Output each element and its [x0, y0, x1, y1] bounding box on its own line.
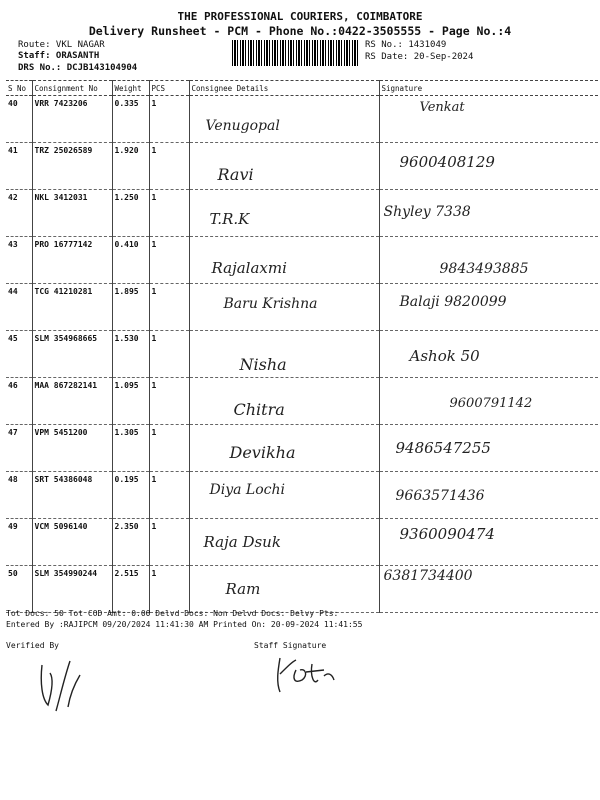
row-consignment: TCG 41210281 — [32, 284, 112, 331]
row-signature — [379, 519, 598, 566]
consignee-handwriting: Chitra — [233, 400, 285, 419]
signature-handwriting: Balaji 9820099 — [399, 294, 507, 310]
row-signature — [379, 566, 598, 613]
col-weight: Weight — [112, 81, 149, 96]
row-consignee — [189, 284, 379, 331]
row-consignment: VPM 5451200 — [32, 425, 112, 472]
row-consignment: VCM 5096140 — [32, 519, 112, 566]
row-weight: 1.095 — [112, 378, 149, 425]
table-row — [6, 472, 598, 519]
verified-by-label: Verified By — [6, 641, 59, 650]
row-pcs: 1 — [149, 96, 189, 143]
row-weight: 1.920 — [112, 143, 149, 190]
table-row — [6, 190, 598, 237]
signature-handwriting: 6381734400 — [383, 568, 473, 584]
rs-number: RS No.: 1431049 — [365, 40, 447, 50]
row-pcs: 1 — [149, 143, 189, 190]
row-consignment: PRO 16777142 — [32, 237, 112, 284]
totals-line: Tot Docs: 50 Tot COD Amt: 0.00 Delvd Docs: Non Delvd Docs: Delvy Pts: — [6, 609, 339, 618]
signature-handwriting: Venkat — [419, 100, 465, 115]
row-signature — [379, 472, 598, 519]
table-row — [6, 519, 598, 566]
row-consignee — [189, 331, 379, 378]
table-header-row — [6, 81, 598, 96]
row-pcs: 1 — [149, 425, 189, 472]
staff-signature-label: Staff Signature — [254, 641, 327, 650]
row-sno: 46 — [6, 378, 32, 425]
row-signature — [379, 425, 598, 472]
row-consignee — [189, 96, 379, 143]
consignee-handwriting: Ram — [225, 580, 261, 598]
consignee-handwriting: Raja Dsuk — [203, 533, 281, 551]
staff-signature — [262, 650, 352, 700]
row-sno: 40 — [6, 96, 32, 143]
rs-date: RS Date: 20-Sep-2024 — [365, 52, 474, 62]
row-weight: 1.305 — [112, 425, 149, 472]
staff-label: Staff: ORASANTH — [18, 51, 100, 61]
row-signature — [379, 331, 598, 378]
signature-handwriting: Shyley 7338 — [383, 204, 471, 220]
row-signature — [379, 237, 598, 284]
row-pcs: 1 — [149, 519, 189, 566]
row-pcs: 1 — [149, 284, 189, 331]
row-consignee — [189, 143, 379, 190]
row-sno: 47 — [6, 425, 32, 472]
consignee-handwriting: Baru Krishna — [223, 296, 318, 312]
row-sno: 42 — [6, 190, 32, 237]
row-signature — [379, 143, 598, 190]
row-weight: 2.515 — [112, 566, 149, 613]
col-pcs: PCS — [149, 81, 189, 96]
signature-handwriting: 9663571436 — [395, 488, 485, 504]
row-consignee — [189, 472, 379, 519]
consignee-handwriting: Rajalaxmi — [211, 259, 287, 277]
table-row — [6, 143, 598, 190]
table-row — [6, 378, 598, 425]
row-pcs: 1 — [149, 237, 189, 284]
row-signature — [379, 378, 598, 425]
row-consignment: TRZ 25026589 — [32, 143, 112, 190]
table-row — [6, 96, 598, 143]
signature-handwriting: 9843493885 — [439, 261, 529, 277]
row-sno: 49 — [6, 519, 32, 566]
route-label: Route: VKL NAGAR — [18, 40, 105, 50]
col-consignee: Consignee Details — [189, 81, 379, 96]
row-pcs: 1 — [149, 472, 189, 519]
consignee-handwriting: Venugopal — [205, 118, 280, 134]
row-signature — [379, 284, 598, 331]
col-signature: Signature — [379, 81, 598, 96]
row-sno: 44 — [6, 284, 32, 331]
row-weight: 1.530 — [112, 331, 149, 378]
row-consignment: MAA 867282141 — [32, 378, 112, 425]
row-consignee — [189, 566, 379, 613]
signature-handwriting: 9360090474 — [399, 525, 495, 543]
consignee-handwriting: Ravi — [217, 165, 254, 184]
row-weight: 1.895 — [112, 284, 149, 331]
row-signature — [379, 190, 598, 237]
row-pcs: 1 — [149, 566, 189, 613]
row-pcs: 1 — [149, 378, 189, 425]
row-weight: 2.350 — [112, 519, 149, 566]
table-row — [6, 284, 598, 331]
consignee-handwriting: Diya Lochi — [209, 482, 285, 498]
runsheet-subtitle: Delivery Runsheet - PCM - Phone No.:0422-3505555 - Page No.:4 — [88, 24, 512, 38]
row-weight: 0.410 — [112, 237, 149, 284]
signature-handwriting: Ashok 50 — [409, 347, 480, 365]
row-sno: 43 — [6, 237, 32, 284]
row-signature — [379, 96, 598, 143]
verifier-signature — [30, 655, 110, 715]
col-sno: S No — [6, 81, 32, 96]
row-pcs: 1 — [149, 331, 189, 378]
signature-handwriting: 9600791142 — [449, 396, 533, 411]
row-sno: 41 — [6, 143, 32, 190]
col-consignment: Consignment No — [32, 81, 112, 96]
signature-handwriting: 9486547255 — [395, 439, 491, 457]
row-consignee — [189, 237, 379, 284]
table-row — [6, 566, 598, 613]
entered-by-line: Entered By :RAJIPCM 09/20/2024 11:41:30 AM Printed On: 20-09-2024 11:41:55 — [6, 620, 363, 629]
table-row — [6, 331, 598, 378]
row-weight: 0.335 — [112, 96, 149, 143]
row-sno: 50 — [6, 566, 32, 613]
row-consignment: VRR 7423206 — [32, 96, 112, 143]
consignee-handwriting: T.R.K — [209, 210, 250, 228]
row-consignment: SRT 54386048 — [32, 472, 112, 519]
consignee-handwriting: Devikha — [229, 443, 296, 462]
row-consignment: SLM 354990244 — [32, 566, 112, 613]
row-pcs: 1 — [149, 190, 189, 237]
row-consignee — [189, 425, 379, 472]
row-weight: 0.195 — [112, 472, 149, 519]
row-sno: 48 — [6, 472, 32, 519]
drs-number: DRS No.: DCJB143104904 — [18, 63, 138, 73]
signature-handwriting: 9600408129 — [399, 153, 495, 171]
consignee-handwriting: Nisha — [239, 355, 287, 374]
row-consignment: SLM 354968665 — [32, 331, 112, 378]
barcode — [232, 40, 360, 66]
table-row — [6, 237, 598, 284]
row-consignee — [189, 378, 379, 425]
row-consignee — [189, 190, 379, 237]
company-title: THE PROFESSIONAL COURIERS, COIMBATORE — [177, 10, 423, 23]
row-sno: 45 — [6, 331, 32, 378]
row-consignee — [189, 519, 379, 566]
runsheet-table — [6, 80, 598, 613]
row-weight: 1.250 — [112, 190, 149, 237]
row-consignment: NKL 3412031 — [32, 190, 112, 237]
table-row — [6, 425, 598, 472]
